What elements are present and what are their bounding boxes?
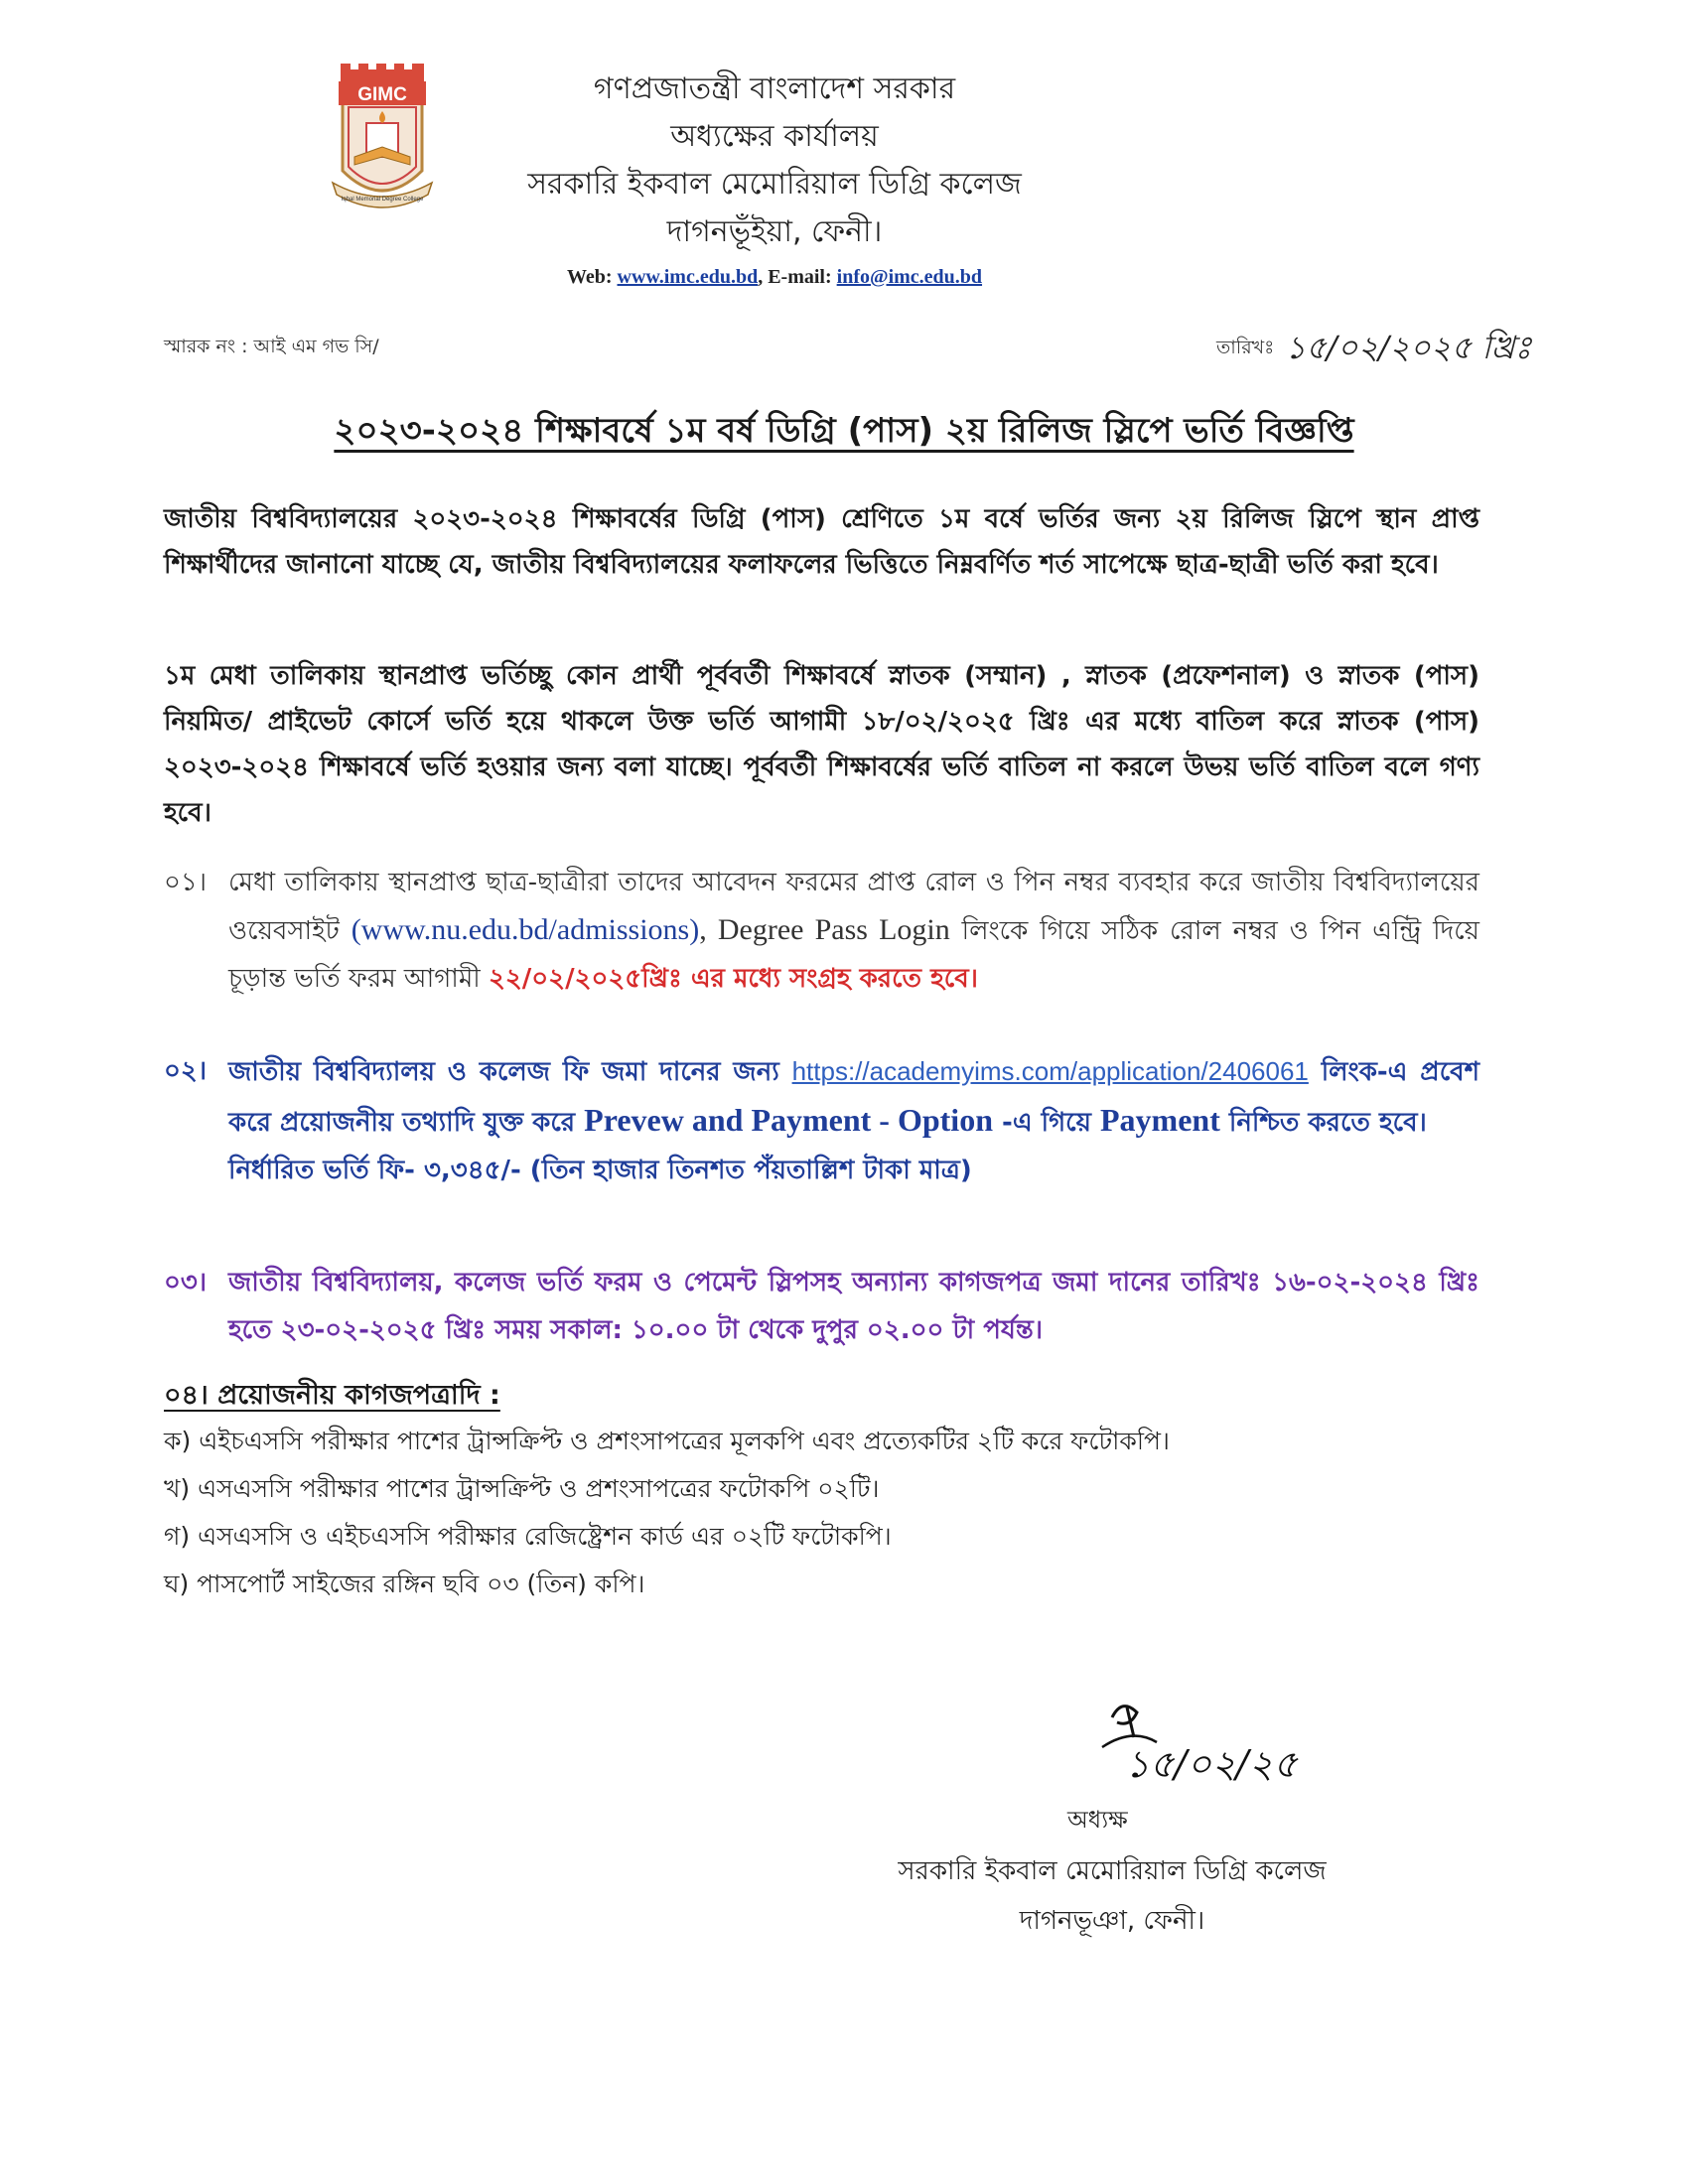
payment-option-label: Prevew and Payment - Option xyxy=(584,1102,993,1138)
notice-title xyxy=(149,405,1539,462)
degree-pass-login: , Degree Pass Login xyxy=(699,913,950,946)
college-location: দাগনভূঁইয়া, ফেনী। xyxy=(666,214,883,249)
form-deadline: ২২/০২/২০২৫খ্রিঃ এর মধ্যে সংগ্রহ করতে হবে। xyxy=(488,964,978,994)
memo-number: স্মারক নং : আই এম গভ সি/ xyxy=(164,336,379,357)
requirement-item: ক) এইচএসসি পরীক্ষার পাশের ট্রান্সক্রিপ্ট ও প্রশংসাপত্রের মূলকপি এবং প্রত্যেকটির ২টি করে ফটোকপি। xyxy=(164,1427,1170,1455)
payment-portal-link[interactable]: https://academyims.com/application/2406061 xyxy=(791,1056,1309,1086)
intro-paragraph: জাতীয় বিশ্ববিদ্যালয়ের ২০২৩-২০২৪ শিক্ষাবর্ষের ডিগ্রি (পাস) শ্রেণিতে ১ম বর্ষে ভর্তির জন্য ২য় রিলিজ স্লিপে স্থান প্রাপ্ত শিক্ষার্থীদের জানানো যাচ্ছে যে, জাতীয় বিশ্ববিদ্যালয়ের ফলাফলের ভিত্তিতে নিম্নবর্ণিত শর্ত সাপেক্ষে ছাত্র-ছাত্রী ভর্তি করা হবে। xyxy=(164,504,1479,580)
item-number: ০১। xyxy=(164,868,208,897)
signatory-place: দাগনভূঞা, ফেনী। xyxy=(1019,1906,1205,1936)
requirements-list xyxy=(164,1418,1170,1608)
email-label: , E-mail: xyxy=(758,266,832,288)
item-number: ০৩। xyxy=(164,1268,208,1297)
submission-dates: জাতীয় বিশ্ববিদ্যালয়, কলেজ ভর্তি ফরম ও পেমেন্ট স্লিপসহ অন্যান্য কাগজপত্র জমা দানের তারিখঃ ১৬-০২-২০২৪ খ্রিঃ হতে ২৩-০২-২০২৫ খ্রিঃ সময় সকাল: ১০.০০ টা থেকে দুপুর ০২.০০ টা পর্যন্ত। xyxy=(228,1268,1479,1345)
office-line: অধ্যক্ষের কার্যালয় xyxy=(670,119,879,154)
instruction-item-2 xyxy=(164,1047,1479,1194)
requirement-item: ঘ) পাসপোর্ট সাইজের রঙ্গিন ছবি ০৩ (তিন) কপি। xyxy=(164,1570,645,1598)
logo-text: GIMC xyxy=(357,84,407,105)
notice-title-text: ২০২৩-২০২৪ শিক্ষাবর্ষে ১ম বর্ষ ডিগ্রি (পাস) ২য় রিলিজ স্লিপে ভর্তি বিজ্ঞপ্তি xyxy=(334,411,1354,451)
contact-line xyxy=(457,266,1092,289)
signatory-institution xyxy=(864,1846,1360,1946)
logo-ribbon-text: Iqbal Memorial Degree College xyxy=(341,197,424,203)
email-link[interactable]: info@imc.edu.bd xyxy=(836,266,983,288)
college-logo xyxy=(323,62,442,225)
item2-text-b: লিংক-এ প্রবেশ করে প্রয়োজনীয় তথ্যাদি যুক্ত করে xyxy=(228,1057,1479,1138)
signatory-designation: অধ্যক্ষ xyxy=(1067,1806,1128,1834)
requirements-heading-text: ০৪। প্রয়োজনীয় কাগজপত্রাদি : xyxy=(164,1380,500,1411)
cancellation-paragraph: ১ম মেধা তালিকায় স্থানপ্রাপ্ত ভর্তিচ্ছু কোন প্রার্থী পূর্ববর্তী শিক্ষাবর্ষে স্নাতক (সম্মান) , স্নাতক (প্রফেশনাল) ও স্নাতক (পাস) নিয়মিত/ প্রাইভেট কোর্সে ভর্তি হয়ে থাকলে উক্ত ভর্তি আগামী ১৮/০২/২০২৫ খ্রিঃ এর মধ্যে বাতিল করে স্নাতক (পাস) ২০২৩-২০২৪ শিক্ষাবর্ষে ভর্তি হওয়ার জন্য বলা যাচ্ছে। পূর্ববর্তী শিক্ষাবর্ষের ভর্তি বাতিল না করলে উভয় ভর্তি বাতিল বলে গণ্য হবে। xyxy=(164,661,1479,828)
admission-fee: নির্ধারিত ভর্তি ফি- ৩,৩৪৫/- (তিন হাজার তিনশত পঁয়তাল্লিশ টাকা মাত্র) xyxy=(228,1156,972,1185)
requirement-item: গ) এসএসসি ও এইচএসসি পরীক্ষার রেজিষ্ট্রেশন কার্ড এর ০২টি ফটোকপি। xyxy=(164,1522,892,1551)
college-name: সরকারি ইকবাল মেমোরিয়াল ডিগ্রি কলেজ xyxy=(527,167,1022,202)
website-link[interactable]: www.imc.edu.bd xyxy=(617,266,759,288)
date-value: ১৫/০২/২০২৫ খ্রিঃ xyxy=(1285,329,1532,366)
item-number: ০২। xyxy=(164,1056,208,1086)
govt-line: গণপ্রজাতন্ত্রী বাংলাদেশ সরকার xyxy=(593,71,956,106)
requirements-heading xyxy=(164,1375,500,1420)
instruction-item-3 xyxy=(164,1259,1479,1354)
date-label: তারিখঃ xyxy=(1216,337,1275,358)
signature-date: ১৫/০২/২৫ xyxy=(1125,1742,1298,1786)
item1-text-c: লিংকে গিয়ে সঠিক রোল নম্বর ও পিন এন্ট্রি দিয়ে চূড়ান্ত ভর্তি ফরম আগামী xyxy=(228,916,1480,994)
signatory-college: সরকারি ইকবাল মেমোরিয়াল ডিগ্রি কলেজ xyxy=(898,1856,1327,1886)
item2-text-a: জাতীয় বিশ্ববিদ্যালয় ও কলেজ ফি জমা দানের জন্য xyxy=(228,1057,779,1087)
instruction-item-1 xyxy=(164,859,1479,1003)
requirement-item: খ) এসএসসি পরীক্ষার পাশের ট্রান্সক্রিপ্ট ও প্রশংসাপত্রের ফটোকপি ০২টি। xyxy=(164,1474,880,1503)
item1-text-a: মেধা তালিকায় স্থানপ্রাপ্ত ছাত্র-ছাত্রীরা তাদের আবেদন ফরমের প্রাপ্ত রোল ও পিন নম্বর ব্যবহার করে জাতীয় বিশ্ববিদ্যালয়ের ওয়েবসাইট xyxy=(228,868,1479,946)
web-label: Web: xyxy=(566,266,613,288)
letterhead xyxy=(457,66,1092,256)
item2-text-d: নিশ্চিত করতে হবে। xyxy=(1228,1108,1427,1138)
nu-admissions-link[interactable]: (www.nu.edu.bd/admissions) xyxy=(351,913,700,946)
item2-text-c: -এ গিয়ে xyxy=(1002,1108,1091,1138)
issue-date xyxy=(1216,323,1531,376)
payment-word: Payment xyxy=(1099,1102,1220,1138)
principal-signature xyxy=(1062,1688,1321,1817)
